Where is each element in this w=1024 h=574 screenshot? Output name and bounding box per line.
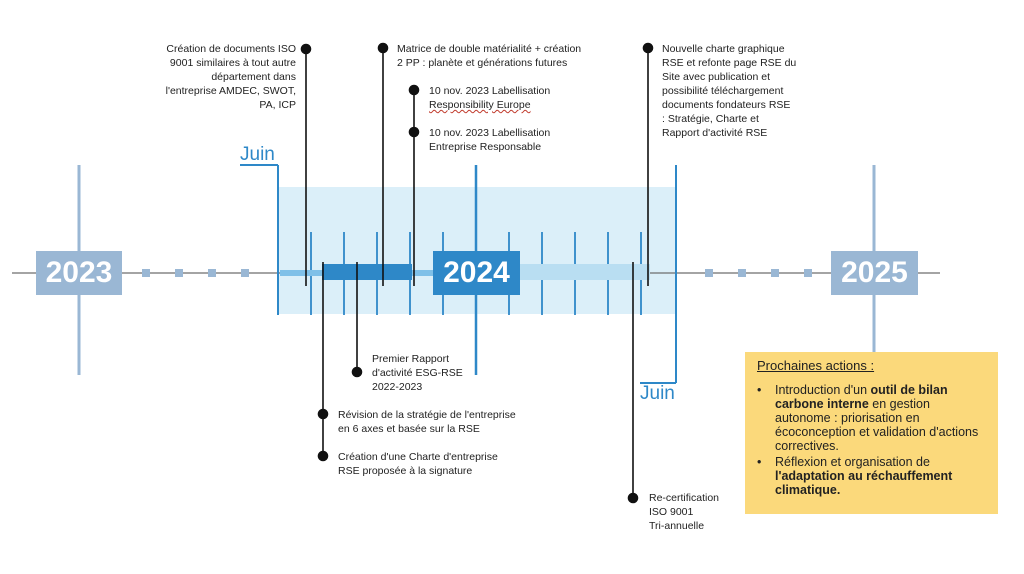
- year-2024-label: 2024: [433, 251, 520, 295]
- next-action-item: [775, 455, 988, 497]
- event-label-entreprise: 10 nov. 2023 Labellisation Entreprise Responsable: [429, 127, 551, 153]
- year-2023-label: 2023: [36, 251, 122, 295]
- next-action-1-bold: outil de bilan carbone interne: [775, 383, 948, 411]
- event-label-europe-line2: Responsibility Europe: [429, 99, 531, 111]
- next-actions-title: Prochaines actions :: [757, 358, 875, 373]
- next-actions-box: [745, 352, 998, 514]
- next-actions-list: [757, 383, 988, 497]
- event-iso-docs: Création de documents ISO 9001 similaires à tout autre département dans l'entreprise AMDEC, SWOT, PA, ICP: [165, 43, 296, 111]
- next-action-1-text: Introduction d'un: [775, 383, 871, 397]
- axis-highlight-pale: [520, 264, 650, 280]
- next-action-2-bold: l'adaptation au réchauffement climatique.: [775, 469, 953, 497]
- next-action-2-text: Réflexion et organisation de: [775, 455, 930, 469]
- event-label-europe-line1: 10 nov. 2023 Labellisation: [429, 85, 551, 97]
- event-revision-strategie: Révision de la stratégie de l'entreprise en 6 axes et basée sur la RSE: [338, 409, 516, 435]
- event-premier-rapport: Premier Rapport d'activité ESG-RSE 2022-2023: [372, 353, 463, 393]
- event-label-europe: [429, 84, 619, 112]
- year-2025-label: 2025: [831, 251, 918, 295]
- event-charte-graphique: Nouvelle charte graphique RSE et refonte page RSE du Site avec publication et possibilité téléchargement documents fondateurs RSE : Stratégie, Charte et Rapport d'activité RSE: [662, 43, 797, 139]
- next-action-item: [775, 383, 988, 453]
- next-action-1-rest: en gestion autonome : priorisation en écoconception et validation d'actions correctives.: [775, 397, 979, 453]
- month-end-label: Juin: [640, 383, 675, 404]
- month-start-label: Juin: [240, 144, 275, 165]
- event-charte-entreprise: Création d'une Charte d'entreprise RSE proposée à la signature: [338, 451, 498, 477]
- event-recertification: Re-certification ISO 9001 Tri-annuelle: [649, 492, 720, 532]
- axis-highlight-dark: [322, 264, 412, 280]
- event-materiality: Matrice de double matérialité + création 2 PP : planète et générations futures: [397, 43, 582, 69]
